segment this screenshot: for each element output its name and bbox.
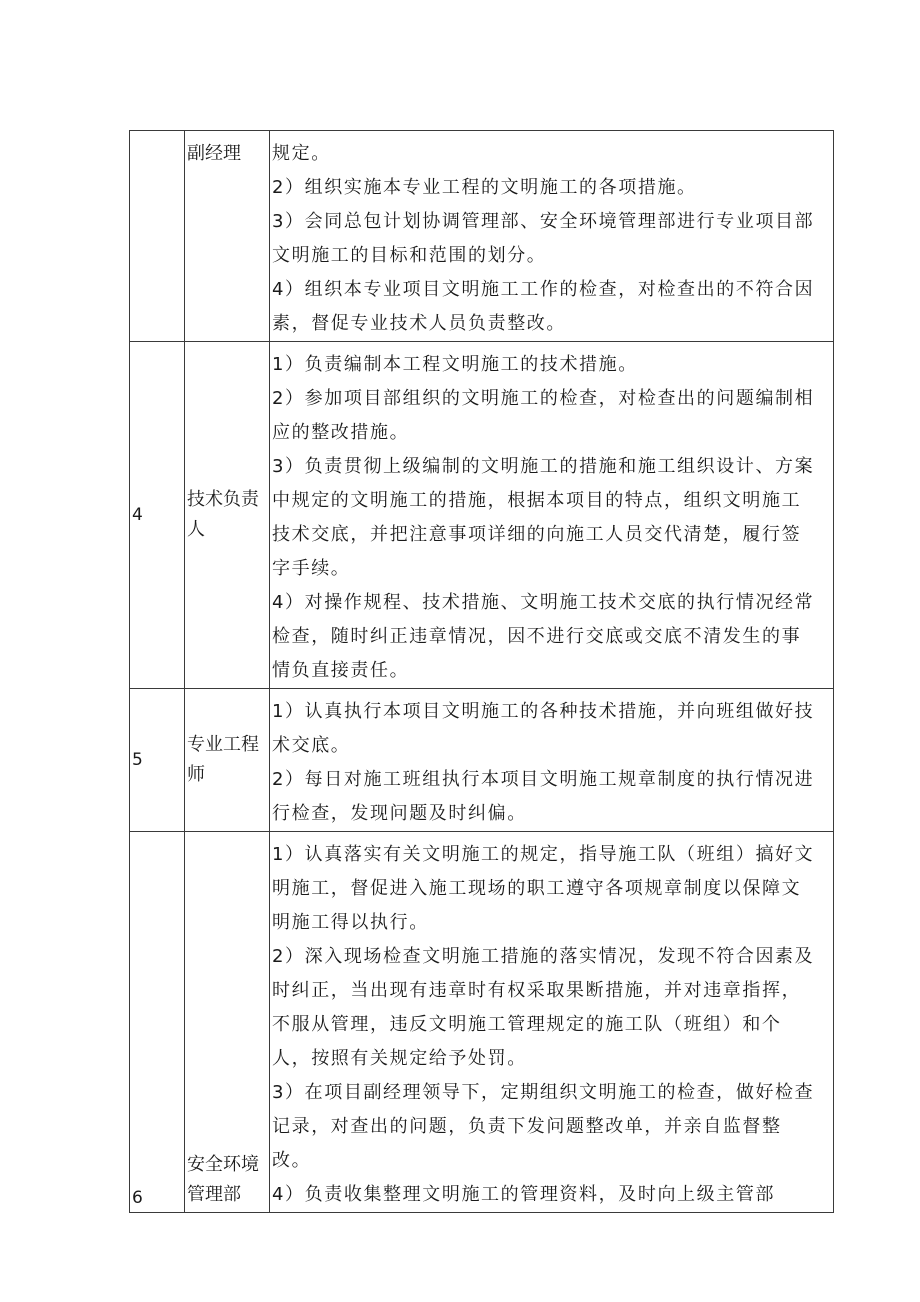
- duty-cell: [270, 832, 834, 1213]
- row-number: 6: [132, 1188, 143, 1208]
- duty-cell: [270, 689, 834, 832]
- duty-line: 中规定的文明施工的措施，根据本项目的特点，组织文明施工: [272, 490, 802, 511]
- duty-line: 2）每日对施工班组执行本项目文明施工规章制度的执行情况进: [272, 769, 815, 790]
- duty-cell: [270, 131, 834, 342]
- duty-line: 2）深入现场检查文明施工措施的落实情况，发现不符合因素及: [272, 946, 815, 967]
- table-row: [130, 342, 834, 689]
- row-number-cell: [130, 342, 185, 689]
- role-cell: [185, 131, 270, 342]
- role-name: 技术负责人: [187, 489, 259, 540]
- role-cell: [185, 342, 270, 689]
- duty-line: 规定。: [272, 143, 331, 164]
- duty-line: 3）会同总包计划协调管理部、安全环境管理部进行专业项目部: [272, 211, 815, 232]
- duty-line: 不服从管理，违反文明施工管理规定的施工队（班组）和个: [272, 1014, 782, 1035]
- duty-line: 明施工，督促进入施工现场的职工遵守各项规章制度以保障文: [272, 878, 802, 899]
- duty-line: 4）负责收集整理文明施工的管理资料，及时向上级主管部: [272, 1184, 776, 1205]
- duty-cell: [270, 342, 834, 689]
- duty-line: 技术交底，并把注意事项详细的向施工人员交代清楚，履行签: [272, 524, 802, 545]
- duty-line: 明施工得以执行。: [272, 912, 429, 933]
- duty-line: 记录，对查出的问题，负责下发问题整改单，并亲自监督整: [272, 1116, 782, 1137]
- duty-line: 字手续。: [272, 558, 351, 579]
- duty-line: 改。: [272, 1150, 312, 1171]
- table-row: [130, 832, 834, 1213]
- role-name: 安全环境管理部: [187, 1154, 259, 1205]
- table-row: [130, 131, 834, 342]
- duty-line: 情负直接责任。: [272, 660, 410, 681]
- duty-line: 3）负责贯彻上级编制的文明施工的措施和施工组织设计、方案: [272, 456, 815, 477]
- table-row: [130, 689, 834, 832]
- row-number: 4: [132, 505, 143, 525]
- duty-line: 行检查，发现问题及时纠偏。: [272, 803, 527, 824]
- duty-line: 术交底。: [272, 735, 351, 756]
- duty-line: 文明施工的目标和范围的划分。: [272, 245, 547, 266]
- duty-line: 4）组织本专业项目文明施工工作的检查，对检查出的不符合因: [272, 279, 815, 300]
- duty-line: 2）组织实施本专业工程的文明施工的各项措施。: [272, 177, 697, 198]
- row-number: 5: [132, 750, 143, 770]
- row-number-cell: [130, 131, 185, 342]
- row-number-cell: [130, 832, 185, 1213]
- duty-line: 1）认真执行本项目文明施工的各种技术措施，并向班组做好技: [272, 701, 815, 722]
- duty-line: 3）在项目副经理领导下，定期组织文明施工的检查，做好检查: [272, 1082, 815, 1103]
- role-cell: [185, 832, 270, 1213]
- duty-line: 素，督促专业技术人员负责整改。: [272, 313, 566, 334]
- duty-line: 1）负责编制本工程文明施工的技术措施。: [272, 354, 638, 375]
- duty-line: 时纠正，当出现有违章时有权采取果断措施，并对违章指挥，: [272, 980, 802, 1001]
- role-name: 副经理: [187, 143, 241, 164]
- duty-line: 检查，随时纠正违章情况，因不进行交底或交底不清发生的事: [272, 626, 802, 647]
- responsibility-table: [129, 130, 834, 1213]
- role-name: 专业工程师: [187, 734, 259, 785]
- duty-line: 1）认真落实有关文明施工的规定，指导施工队（班组）搞好文: [272, 844, 815, 865]
- duty-line: 人，按照有关规定给予处罚。: [272, 1048, 527, 1069]
- role-cell: [185, 689, 270, 832]
- duty-line: 应的整改措施。: [272, 422, 410, 443]
- duty-line: 4）对操作规程、技术措施、文明施工技术交底的执行情况经常: [272, 592, 815, 613]
- duty-line: 2）参加项目部组织的文明施工的检查，对检查出的问题编制相: [272, 388, 815, 409]
- row-number-cell: [130, 689, 185, 832]
